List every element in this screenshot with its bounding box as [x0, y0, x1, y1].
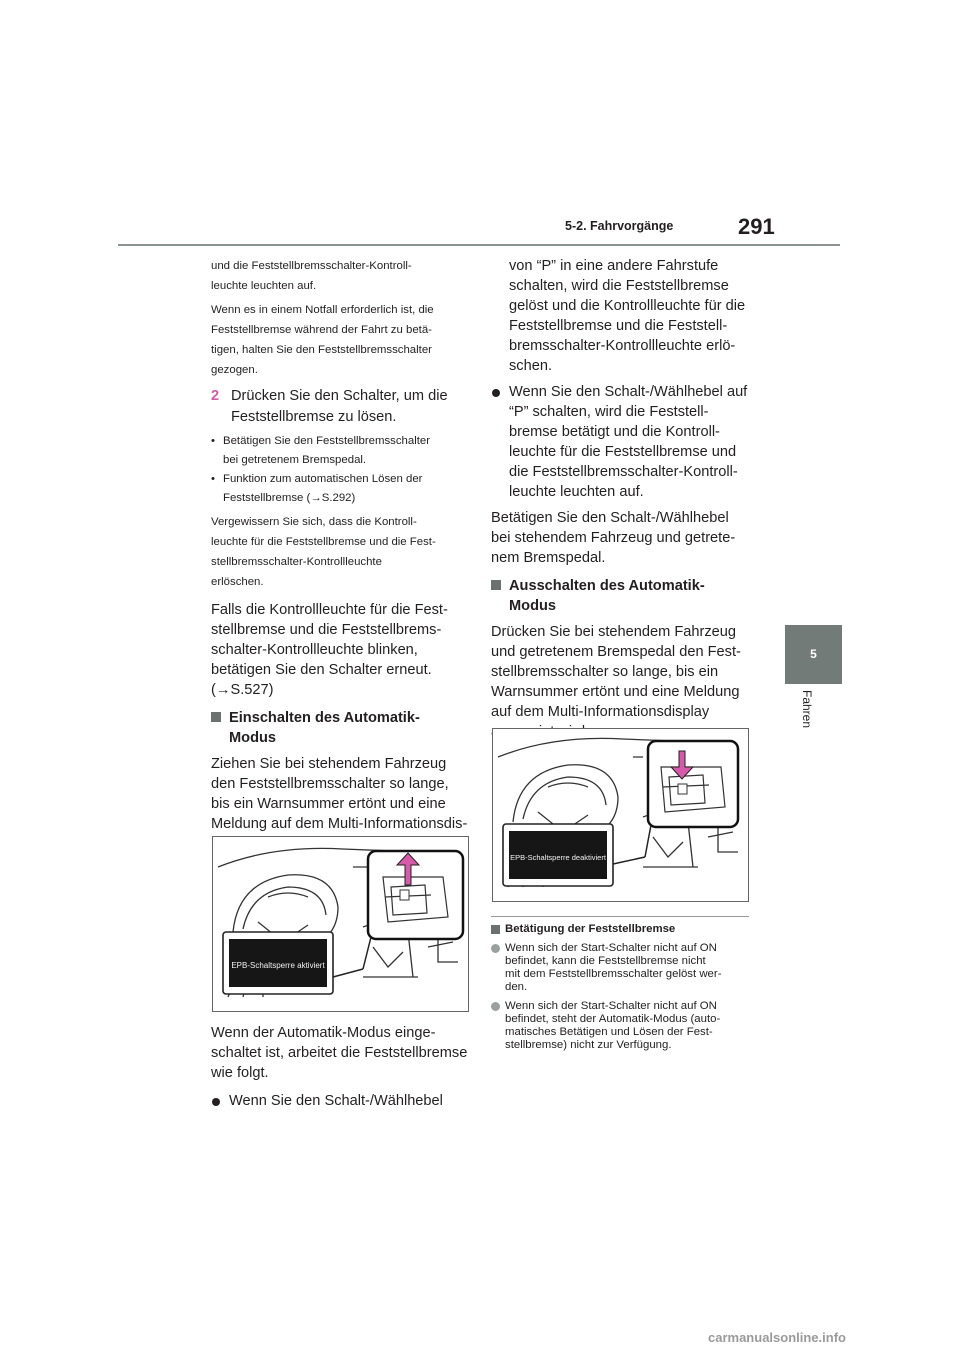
list-item: Wenn Sie den Schalt-/Wählhebel: [211, 1091, 473, 1111]
step-2: [211, 386, 471, 428]
page-number: 291: [738, 214, 775, 239]
illustration-deactivate: [492, 728, 749, 902]
list-line: leuchte leuchten auf.: [509, 484, 644, 500]
deactivate-line: Warnsummer ertönt und eine Meldung: [491, 684, 740, 700]
note-line: mit dem Feststellbremsschalter gelöst wer-: [505, 968, 722, 980]
list-line: bremsschalter-Kontrollleuchte erlö-: [509, 338, 736, 354]
deactivate-line: und getretenem Bremspedal den Fest-: [491, 644, 741, 660]
right-column: [491, 256, 755, 742]
chapter-tab: 5: [785, 625, 842, 684]
note-item: [491, 942, 751, 994]
list-item: [491, 382, 755, 502]
operate-line: Betätigen Sie den Schalt-/Wählhebel: [491, 510, 729, 526]
subheading-activate: [211, 708, 471, 748]
list-line: “P” schalten, wird die Feststell-: [509, 404, 709, 420]
deactivate-line: Drücken Sie bei stehendem Fahrzeug: [491, 624, 736, 640]
step-note-line: • Funktion zum automatischen Lösen der: [223, 473, 423, 485]
chapter-label-text: Fahren: [800, 690, 814, 729]
list-line: gelöst und die Kontrollleuchte für die: [509, 298, 746, 314]
blink-line: stellbremse und die Feststellbrems-: [211, 622, 442, 638]
step-note: [211, 432, 471, 470]
step-note: [211, 470, 471, 508]
emergency-line: tigen, halten Sie den Feststellbremsschalter: [211, 344, 432, 356]
operate-line: bei stehendem Fahrzeug und getrete-: [491, 530, 736, 546]
blink-line: Falls die Kontrollleuchte für die Fest-: [211, 602, 448, 618]
emergency-line: gezogen.: [211, 364, 258, 376]
note-line: befindet, steht der Automatik-Modus (auto-: [505, 1013, 721, 1025]
emergency-line: Wenn es in einem Notfall erforderlich ist, die: [211, 304, 434, 316]
step-note-line: Feststellbremse (→S.292): [223, 492, 356, 504]
step-note-line: • Betätigen Sie den Feststellbremsschalter: [223, 435, 431, 447]
display-message: EPB-Schaltsperre aktiviert: [231, 961, 325, 970]
subheading-line: Modus: [509, 598, 557, 614]
list-line: schalten, wird die Feststellbremse: [509, 278, 729, 294]
after-figure-line: wie folgt.: [211, 1065, 269, 1081]
subheading-deactivate: [491, 576, 755, 616]
note-item: [491, 1000, 751, 1052]
left-column-after-figure: [211, 1023, 473, 1111]
list-line: bremse betätigt und die Kontroll-: [509, 424, 720, 440]
section-title: 5-2. Fahrvorgänge: [565, 219, 674, 233]
activate-line: den Feststellbremsschalter so lange,: [211, 776, 449, 792]
operate-line: nem Bremspedal.: [491, 550, 606, 566]
footer-watermark: carmanualsonline.info: [708, 1330, 846, 1345]
activate-line: Meldung auf dem Multi-Informationsdis-: [211, 816, 468, 832]
subheading-line: Einschalten des Automatik-: [229, 710, 420, 726]
list-line: schen.: [509, 358, 552, 374]
list-line: Feststellbremse und die Feststell-: [509, 318, 728, 334]
blink-line: betätigen Sie den Schalter erneut.: [211, 662, 432, 678]
page-reference-link[interactable]: (→S.527): [211, 682, 274, 698]
header-divider: [118, 244, 840, 246]
verify-line: erlöschen.: [211, 576, 264, 588]
list-line: von “P” in eine andere Fahrstufe: [509, 258, 719, 274]
deactivate-line: stellbremsschalter so lange, bis ein: [491, 664, 719, 680]
note-line: stellbremse) nicht zur Verfügung.: [505, 1039, 672, 1051]
note-line: den.: [505, 981, 528, 993]
subheading-line: Modus: [229, 730, 277, 746]
note-block: [491, 922, 751, 1052]
step-line: Feststellbremse zu lösen.: [231, 409, 397, 425]
blink-line: schalter-Kontrollleuchte blinken,: [211, 642, 418, 658]
note-line: befindet, kann die Feststellbremse nicht: [505, 955, 706, 967]
subheading-line: Ausschalten des Automatik-: [509, 578, 705, 594]
activate-line: Ziehen Sie bei stehendem Fahrzeug: [211, 756, 447, 772]
note-line: Wenn sich der Start-Schalter nicht auf ON: [505, 942, 717, 954]
emergency-line: Feststellbremse während der Fahrt zu betä-: [211, 324, 432, 336]
after-figure-line: schaltet ist, arbeitet die Feststellbremse: [211, 1045, 468, 1061]
list-line: die Feststellbremsschalter-Kontroll-: [509, 464, 738, 480]
activate-line: bis ein Warnsummer ertönt und eine: [211, 796, 446, 812]
intro-line: leuchte leuchten auf.: [211, 280, 317, 292]
verify-line: Vergewissern Sie sich, dass die Kontroll-: [211, 516, 417, 528]
after-figure-line: Wenn der Automatik-Modus einge-: [211, 1025, 436, 1041]
verify-line: stellbremsschalter-Kontrollleuchte: [211, 556, 382, 568]
list-line: leuchte für die Feststellbremse und: [509, 444, 737, 460]
deactivate-line: auf dem Multi-Informationsdisplay: [491, 704, 710, 720]
illustration-activate: [212, 836, 469, 1012]
list-line: Wenn Sie den Schalt-/Wählhebel auf: [509, 384, 748, 400]
left-column: [211, 256, 471, 854]
intro-line: und die Feststellbremsschalter-Kontroll-: [211, 260, 412, 272]
step-note-line: bei getretenem Bremspedal.: [223, 454, 367, 466]
chapter-label: [798, 690, 818, 750]
step-number: 2: [211, 388, 220, 404]
note-heading: Betätigung der Feststellbremse: [491, 922, 751, 936]
verify-line: leuchte für die Feststellbremse und die Fest-: [211, 536, 436, 548]
step-line: Drücken Sie den Schalter, um die: [231, 388, 448, 404]
note-divider: [491, 916, 749, 917]
note-line: matisches Betätigen und Lösen der Fest-: [505, 1026, 713, 1038]
list-item-continued: [491, 256, 755, 376]
display-message: EPB-Schaltsperre deaktiviert: [510, 853, 606, 862]
note-line: Wenn sich der Start-Schalter nicht auf ON: [505, 1000, 717, 1012]
